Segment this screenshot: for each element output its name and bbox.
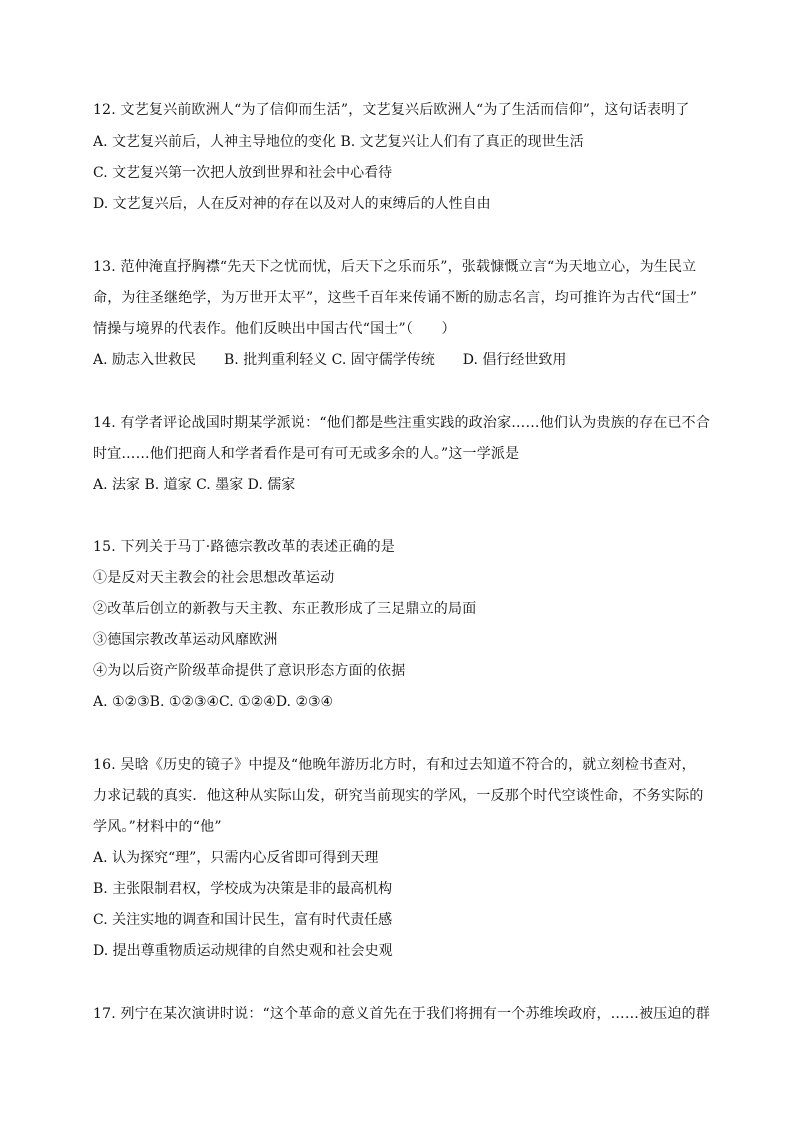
q15-item-3: ③德国宗教改革运动风靡欧洲 — [93, 632, 278, 648]
q15-options: A. ①②③B. ①②③④C. ①②④D. ②③④ — [93, 694, 334, 710]
q13-stem-line-1: 13. 范仲淹直抒胸襟“先天下之忧而忧，后天下之乐而乐”，张载慷慨立言“为天地立心，为生民立 — [93, 259, 697, 275]
q17-stem-line-1: 17. 列宁在某次演讲时说：“这个革命的意义首先在于我们将拥有一个苏维埃政府，……被压迫的群 — [93, 1006, 711, 1022]
q13-options: A. 励志入世救民 B. 批判重利轻义 C. 固守儒学传统 D. 倡行经世致用 — [93, 352, 567, 368]
q12-stem-line-1: 12. 文艺复兴前欧洲人“为了信仰而生活”，文艺复兴后欧洲人“为了生活而信仰”，这句话表明了 — [93, 102, 690, 118]
q16-option-d: D. 提出尊重物质运动规律的自然史观和社会史观 — [93, 943, 393, 959]
q16-option-a: A. 认为探究“理”，只需内心反省即可得到天理 — [93, 850, 379, 866]
q14-options: A. 法家 B. 道家 C. 墨家 D. 儒家 — [93, 477, 296, 493]
q15-stem-line-1: 15. 下列关于马丁·路德宗教改革的表述正确的是 — [93, 539, 395, 555]
q16-option-b: B. 主张限制君权，学校成为决策是非的最高机构 — [93, 881, 393, 897]
q15-item-4: ④为以后资产阶级革命提供了意识形态方面的依据 — [93, 663, 406, 679]
q12-option-ab: A. 文艺复兴前后，人神主导地位的变化 B. 文艺复兴让人们有了真正的现世生活 — [93, 134, 584, 150]
q15-item-1: ①是反对天主教会的社会思想改革运动 — [93, 570, 335, 586]
q16-stem-line-3: 学风。”材料中的“他” — [93, 819, 222, 835]
q12-option-c: C. 文艺复兴第一次把人放到世界和社会中心看待 — [93, 165, 393, 181]
q14-stem-line-2: 时宜……他们把商人和学者看作是可有可无或多余的人。”这一学派是 — [93, 446, 520, 462]
q14-stem-line-1: 14. 有学者评论战国时期某学派说：“他们都是些注重实践的政治家……他们认为贵族的存在已不合 — [93, 415, 711, 431]
q16-option-c: C. 关注实地的调查和国计民生，富有时代责任感 — [93, 912, 393, 928]
q15-item-2: ②改革后创立的新教与天主教、东正教形成了三足鼎立的局面 — [93, 601, 477, 617]
q16-stem-line-2: 力求记载的真实．他这种从实际山发，研究当前现实的学风，一反那个时代空谈性命，不务实际的 — [93, 788, 704, 804]
q12-option-d: D. 文艺复兴后，人在反对神的存在以及对人的束缚后的人性自由 — [93, 196, 491, 212]
q16-stem-line-1: 16. 吴晗《历史的镜子》中提及“他晚年游历北方时，有和过去知道不符合的，就立刻检书查对， — [93, 757, 696, 773]
q13-stem-line-3: 情操与境界的代表作。他们反映出中国古代“国士”（ ） — [93, 321, 456, 337]
q13-stem-line-2: 命，为往圣继绝学，为万世开太平”，这些千百年来传诵不断的励志名言，均可推许为古代“国士” — [93, 290, 698, 306]
